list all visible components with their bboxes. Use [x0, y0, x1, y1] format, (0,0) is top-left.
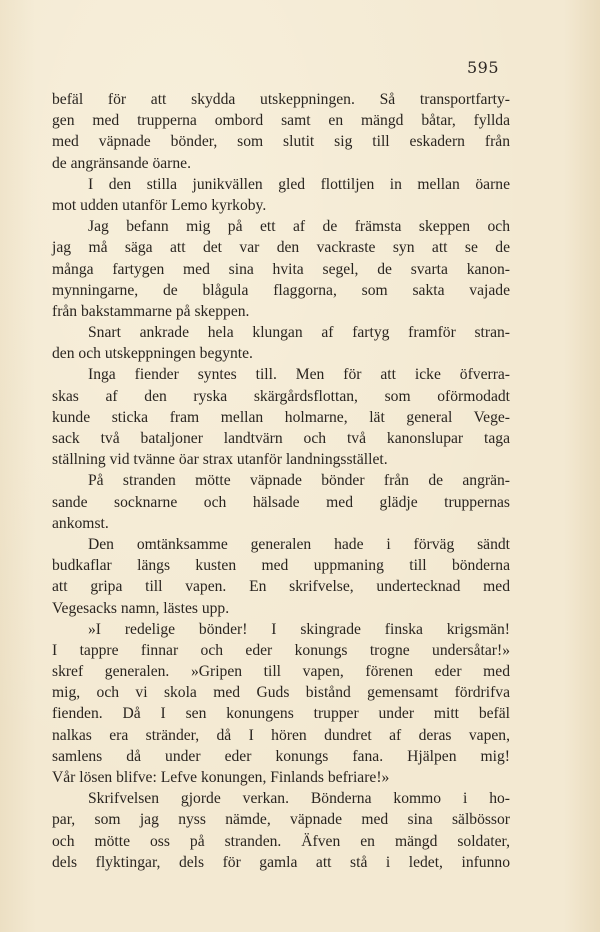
text-line: och mötte oss på stranden. Äfven en mängd soldater,: [52, 832, 510, 850]
text-line: att gripa till vapen. En skrifvelse, undertecknad med: [52, 578, 510, 596]
text-line: gen med trupperna ombord samt en mängd båtar, fyllda: [52, 112, 510, 130]
text-line: På stranden mötte väpnade bönder från de angrän-: [88, 472, 510, 490]
text-line: med väpnade bönder, som slutit sig till eskadern från: [52, 133, 510, 151]
text-line: Vegesacks namn, lästes upp.: [52, 599, 230, 617]
text-line: Inga fiender syntes till. Men för att icke öfverra-: [88, 366, 510, 384]
text-line: ankomst.: [52, 514, 109, 532]
text-line: från bakstammarne på skeppen.: [52, 302, 250, 320]
text-line: Den omtänksamme generalen hade i förväg sändt: [88, 535, 510, 553]
text-line: ställning vid tvänne öar strax utanför landningsstället.: [52, 451, 388, 469]
text-line: Jag befann mig på ett af de främsta skeppen och: [88, 218, 510, 236]
text-line: den och utskeppningen begynte.: [52, 345, 253, 363]
text-line: sack två bataljoner landtvärn och två kanonslupar taga: [52, 430, 510, 447]
page-number: 595: [466, 58, 499, 77]
text-line: I den stilla junikvällen gled flottiljen in mellan öarne: [88, 175, 510, 193]
text-line: par, som jag nyss nämde, väpnade med sina sälbössor: [52, 811, 510, 829]
text-line: samlens då under eder konungs fana. Hjälpen mig!: [52, 747, 510, 765]
text-line: de angränsande öarne.: [52, 154, 191, 172]
text-line: skas af den ryska skärgårdsflottan, som oförmodadt: [52, 387, 510, 405]
text-line: sande socknarne och hälsade med glädje truppernas: [52, 493, 510, 511]
text-line: nalkas era stränder, då I hören dundret af deras vapen,: [52, 726, 510, 744]
text-line: fienden. Då I sen konungens trupper under mitt befäl: [52, 705, 510, 723]
text-line: I tappre finnar och eder konungs trogne undersåtar!»: [52, 641, 510, 659]
text-line: Snart ankrade hela klungan af fartyg framför stran-: [88, 324, 510, 342]
text-line: budkaflar längs kusten med uppmaning till bönderna: [52, 557, 510, 575]
text-line: befäl för att skydda utskeppningen. Så transportfarty-: [52, 91, 510, 108]
text-line: mynningarne, de blågula flaggorna, som sakta vajade: [52, 281, 510, 299]
text-line: jag må säga att det var den vackraste syn att se de: [52, 239, 510, 257]
text-line: skref generalen. »Gripen till vapen, förenen eder med: [52, 663, 510, 681]
text-line: Vår lösen blifve: Lefve konungen, Finlands befriare!»: [52, 769, 390, 786]
text-line: mot udden utanför Lemo kyrkoby.: [52, 196, 267, 214]
text-line: dels flyktingar, dels för gamla att stå i ledet, infunno: [52, 853, 510, 871]
text-line: mig, och vi skola med Guds bistånd gemensamt fördrifva: [52, 684, 510, 702]
text-line: Skrifvelsen gjorde verkan. Bönderna kommo i ho-: [88, 790, 510, 808]
body-text: [52, 89, 510, 873]
text-line: många fartygen med sina hvita segel, de svarta kanon-: [52, 260, 510, 278]
text-line: kunde sticka fram mellan holmarne, lät general Vege-: [52, 408, 510, 426]
text-line: »I redelige bönder! I skingrade finska krigsmän!: [88, 620, 510, 638]
